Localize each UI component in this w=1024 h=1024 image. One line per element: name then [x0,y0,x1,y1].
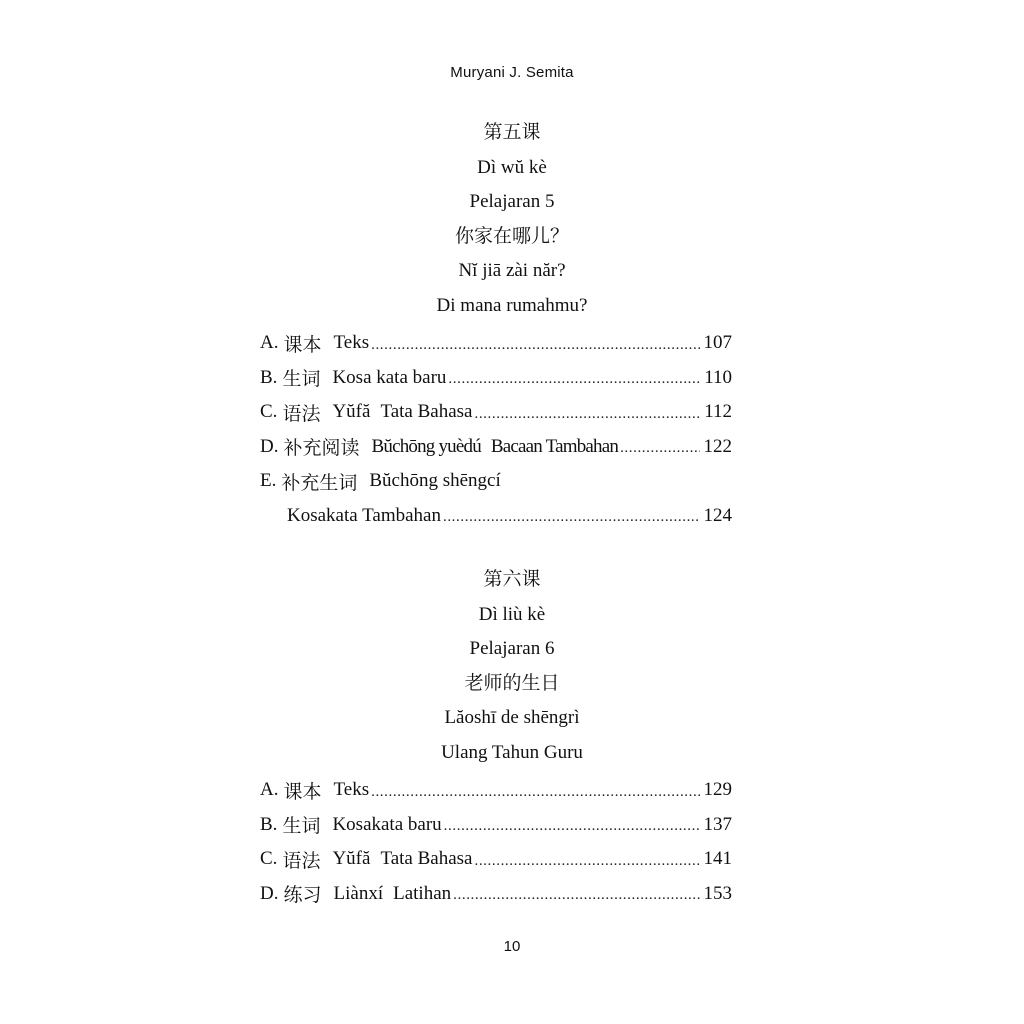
toc-entry-pinyin: Yŭfă [332,401,371,423]
toc-entry-page: 141 [703,848,732,870]
toc-dot-leader [371,334,700,353]
toc-entry-label: Teks [333,779,370,801]
toc-dot-leader [443,506,700,525]
toc-entry-hanzi: 生词 [282,369,321,391]
toc-entry-hanzi: 语法 [282,403,321,425]
toc-entry-page: 110 [704,366,732,388]
toc-entry-label: Bacaan Tambahan [490,435,619,457]
toc-entry[interactable] [260,464,732,499]
lesson-number-hanzi: 第六课 [483,569,541,590]
toc-entry-pinyin: Bŭchōng shēngcí [369,470,501,492]
toc-entry[interactable] [260,877,732,912]
toc-entry-page: 124 [703,504,732,526]
lesson-number-indonesian: Pelajaran 5 [469,191,555,212]
toc-entry[interactable] [260,842,732,877]
lesson-title-pinyin: Nĭ jiā zài năr? [458,260,566,281]
toc-entry-page: 112 [704,401,732,423]
lesson-number-indonesian: Pelajaran 6 [469,638,555,659]
toc-entry-letter: A. [260,779,279,801]
toc-entry-label: Kosakata Tambahan [287,504,441,526]
toc-entry[interactable] [260,395,732,430]
toc-entry-hanzi: 补充生词 [281,472,358,494]
toc-dot-leader [474,850,700,869]
toc-entry-pinyin: Yŭfă [332,848,371,870]
lesson-number-pinyin: Dì liù kè [478,603,546,625]
lesson-number-pinyin: Dì wŭ kè [477,156,547,178]
toc-entry-continuation[interactable] [287,499,732,534]
toc-entry-letter: D. [260,882,279,904]
lesson-title-pinyin: Lăoshī de shēngrì [444,707,580,728]
toc-dot-leader [453,884,700,903]
toc-entry[interactable] [260,773,732,808]
toc-entry-page: 122 [703,435,732,457]
toc-entry-hanzi: 课本 [283,334,322,356]
toc-entry[interactable] [260,361,732,396]
toc-entry-letter: B. [260,813,278,835]
toc-dot-leader [444,815,700,834]
toc-entry-label: Teks [333,332,370,354]
toc-entry-letter: B. [260,366,278,388]
toc-dot-leader [620,437,700,456]
toc-dot-leader [448,368,700,387]
lesson-6-toc [0,773,1024,911]
lesson-6-section [0,563,1024,911]
toc-entry[interactable] [260,808,732,843]
lesson-title-indonesian: Di mana rumahmu? [436,294,588,316]
toc-entry-label: Kosakata baru [332,813,442,835]
toc-entry-page: 137 [703,813,732,835]
lesson-title-hanzi: 老师的生日 [464,672,560,694]
lesson-5-section [0,116,1024,533]
lesson-title-indonesian: Ulang Tahun Guru [441,741,583,763]
lesson-5-toc [0,326,1024,533]
toc-entry-letter: C. [260,401,278,423]
toc-entry-label: Tata Bahasa [380,848,473,870]
toc-entry-letter: D. [260,435,279,457]
running-head-author: Muryani J. Semita [450,64,574,81]
toc-entry-page: 129 [703,779,732,801]
toc-entry-page: 153 [703,882,732,904]
toc-dot-leader [474,403,700,422]
toc-entry-pinyin: Liànxí [333,882,384,904]
toc-entry-hanzi: 生词 [282,816,321,838]
toc-entry-label: Tata Bahasa [380,401,473,423]
toc-entry-letter: C. [260,848,278,870]
lesson-number-hanzi: 第五课 [483,122,541,143]
toc-entry-label: Kosa kata baru [332,366,447,388]
toc-entry[interactable] [260,326,732,361]
page-number: 10 [503,938,521,955]
toc-entry-hanzi: 练习 [283,885,322,907]
toc-dot-leader [371,781,700,800]
toc-entry-hanzi: 课本 [283,781,322,803]
toc-entry-page: 107 [703,332,732,354]
toc-entry-hanzi: 语法 [282,850,321,872]
toc-entry[interactable] [260,430,732,465]
toc-entry-letter: A. [260,332,279,354]
toc-entry-pinyin: Bŭchōng yuèdú [371,435,481,457]
toc-entry-label: Latihan [393,882,452,904]
toc-entry-letter: E. [260,470,277,492]
lesson-title-hanzi: 你家在哪儿？ [454,225,569,247]
toc-entry-hanzi: 补充阅读 [283,438,360,460]
